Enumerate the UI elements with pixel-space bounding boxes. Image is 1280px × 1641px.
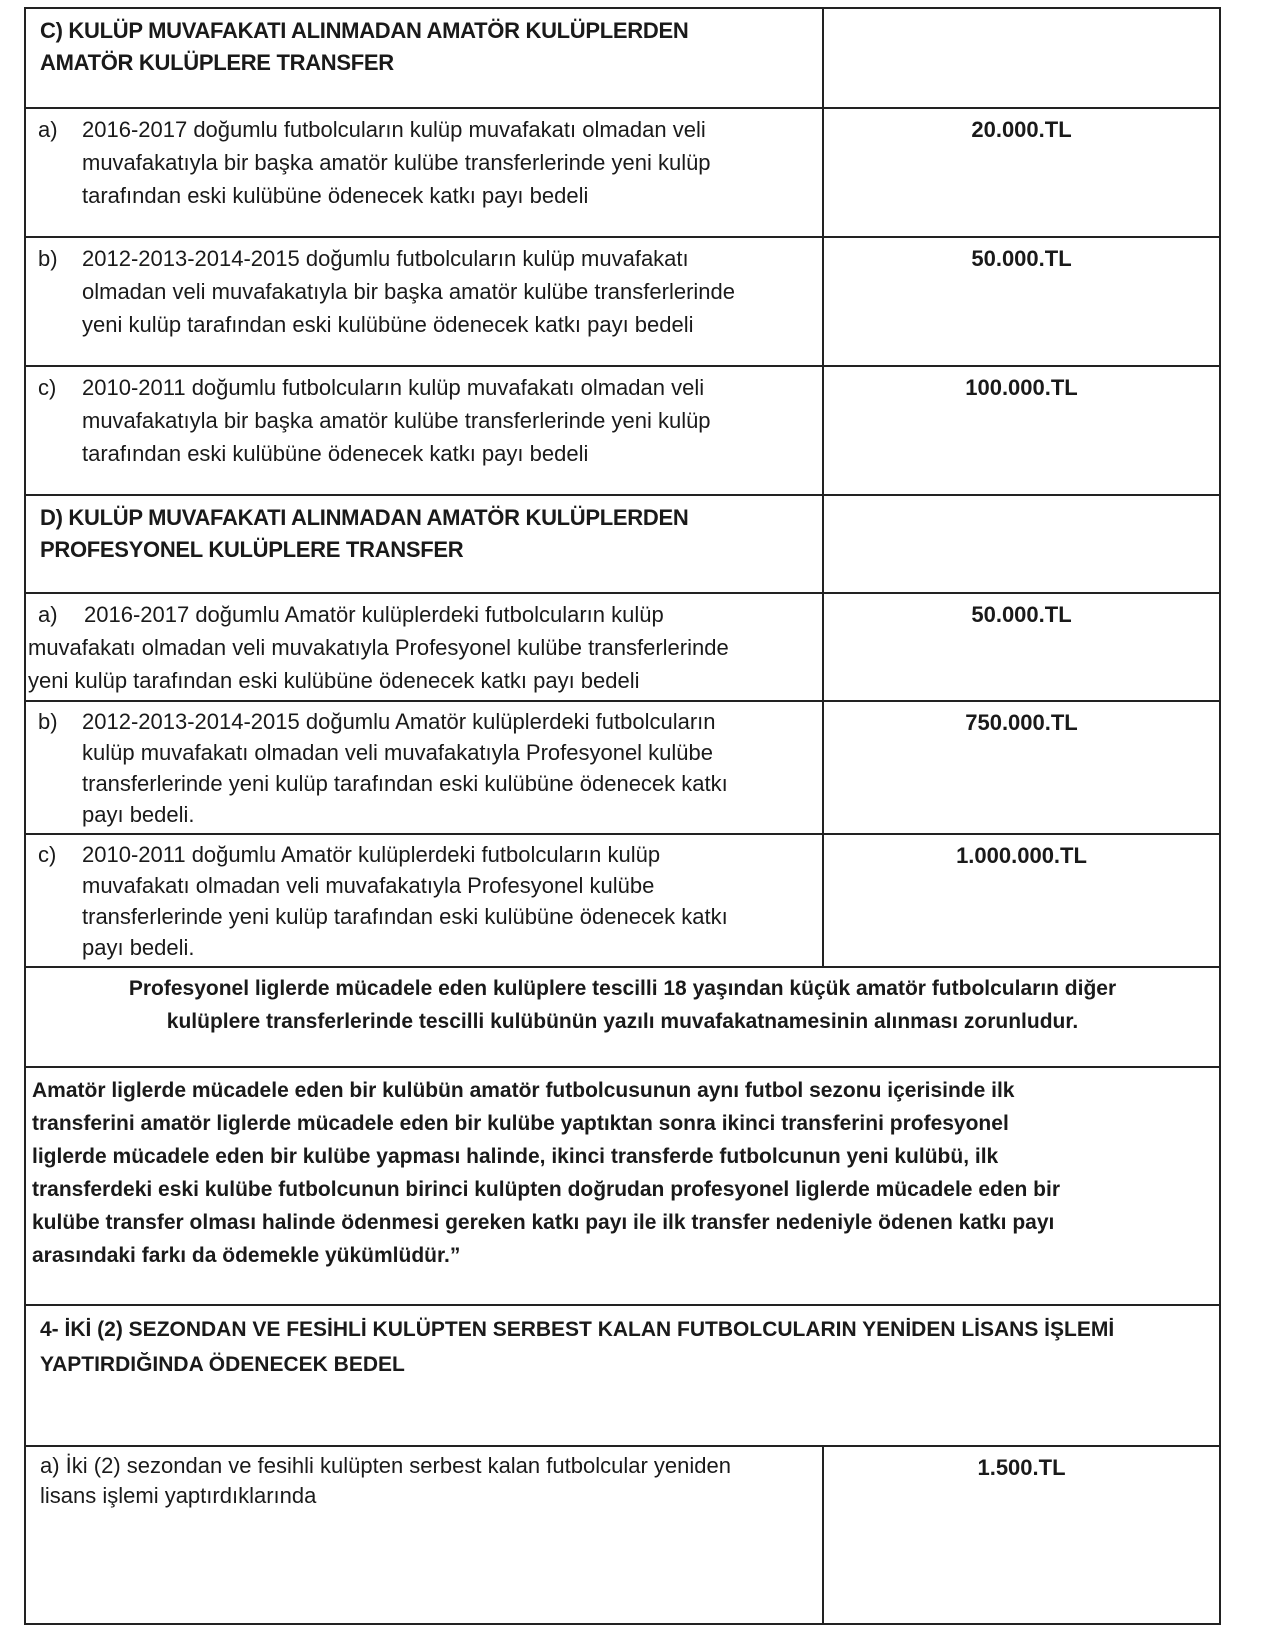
table-row xyxy=(25,366,1220,495)
item-c-b-amount: 50.000.TL xyxy=(823,237,1220,366)
item-d-b-description: b) 2012-2013-2014-2015 doğumlu Amatör kulüplerdeki futbolcuların kulüp muvafakatı olmadan veli muvafakatıyla Profesyonel kulübe transferlerinde yeni kulüp tarafından eski kulübüne ödenecek katkı payı bedeli. xyxy=(25,701,823,834)
table-row xyxy=(25,108,1220,237)
item-d-c-description: c) 2010-2011 doğumlu Amatör kulüplerdeki futbolcuların kulüp muvafakatı olmadan veli muvafakatıyla Profesyonel kulübe transferlerinde yeni kulüp tarafından eski kulübüne ödenecek katkı payı bedeli. xyxy=(25,834,823,967)
item-d-c-amount: 1.000.000.TL xyxy=(823,834,1220,967)
item-4-a-description: a) İki (2) sezondan ve fesihli kulüpten serbest kalan futbolcular yeniden lisans işlemi yaptırdıklarında xyxy=(25,1446,823,1624)
item-c-c-amount: 100.000.TL xyxy=(823,366,1220,495)
section-d-header-row xyxy=(25,495,1220,593)
item-c-c-description: c) 2010-2011 doğumlu futbolcuların kulüp muvafakatı olmadan veli muvafakatıyla bir başka amatör kulübe transferlerinde yeni kulüp tarafından eski kulübüne ödenecek katkı payı bedeli xyxy=(25,366,823,495)
table-row xyxy=(25,593,1220,700)
table-row xyxy=(25,237,1220,366)
item-d-a-amount: 50.000.TL xyxy=(823,593,1220,700)
item-c-a-description: a) 2016-2017 doğumlu futbolcuların kulüp muvafakatı olmadan veli muvafakatıyla bir başka amatör kulübe transferlerinde yeni kulüp tarafından eski kulübüne ödenecek katkı payı bedeli xyxy=(25,108,823,237)
note-professional-league: Profesyonel liglerde mücadele eden kulüplere tescilli 18 yaşından küçük amatör futbolcuların diğer kulüplere transferlerinde tescilli kulübünün yazılı muvafakatnamesinin alınması zorunludur. xyxy=(25,967,1220,1067)
note-second-transfer: Amatör liglerde mücadele eden bir kulübün amatör futbolcusunun aynı futbol sezonu içerisinde ilk transferini amatör liglerde mücadele eden bir kulübe yaptıktan sonra ikinci transferini profesyonel liglerde mücadele eden bir kulübe yapması halinde, ikinci transferde futbolcunun yeni kulübü, ilk transferdeki eski kulübe futbolcunun birinci kulüpten doğrudan profesyonel liglerde mücadele eden bir kulübe transfer olması halinde ödenmesi gereken katkı payı ile ilk transfer nedeniyle ödenen katkı payı arasındaki farkı da ödemekle yükümlüdür.” xyxy=(25,1067,1220,1304)
item-c-b-description: b) 2012-2013-2014-2015 doğumlu futbolcuların kulüp muvafakatı olmadan veli muvafakatıyla bir başka amatör kulübe transferlerinde yeni kulüp tarafından eski kulübüne ödenecek katkı payı bedeli xyxy=(25,237,823,366)
section-d-amount-empty xyxy=(823,495,1220,593)
item-4-a-amount: 1.500.TL xyxy=(823,1446,1220,1624)
section-d-title: D) KULÜP MUVAFAKATI ALINMADAN AMATÖR KULÜPLERDEN PROFESYONEL KULÜPLERE TRANSFER xyxy=(25,495,823,593)
table-row xyxy=(25,834,1220,967)
note-row xyxy=(25,1067,1220,1304)
note-row xyxy=(25,967,1220,1067)
item-c-a-amount: 20.000.TL xyxy=(823,108,1220,237)
section-c-header-row xyxy=(25,8,1220,108)
section-4-header-row xyxy=(25,1305,1220,1446)
item-d-b-amount: 750.000.TL xyxy=(823,701,1220,834)
fee-table xyxy=(24,7,1221,1625)
section-c-amount-empty xyxy=(823,8,1220,108)
table-row xyxy=(25,1446,1220,1624)
section-c-title: C) KULÜP MUVAFAKATI ALINMADAN AMATÖR KULÜPLERDEN AMATÖR KULÜPLERE TRANSFER xyxy=(25,8,823,108)
table-row xyxy=(25,701,1220,834)
section-4-title: 4- İKİ (2) SEZONDAN VE FESİHLİ KULÜPTEN SERBEST KALAN FUTBOLCULARIN YENİDEN LİSANS İŞLEMİ YAPTIRDIĞINDA ÖDENECEK BEDEL xyxy=(25,1305,1220,1446)
item-d-a-description: a) 2016-2017 doğumlu Amatör kulüplerdeki futbolcuların kulüp muvafakatı olmadan veli muvakatıyla Profesyonel kulübe transferlerinde yeni kulüp tarafından eski kulübüne ödenecek katkı payı bedeli xyxy=(25,593,823,700)
